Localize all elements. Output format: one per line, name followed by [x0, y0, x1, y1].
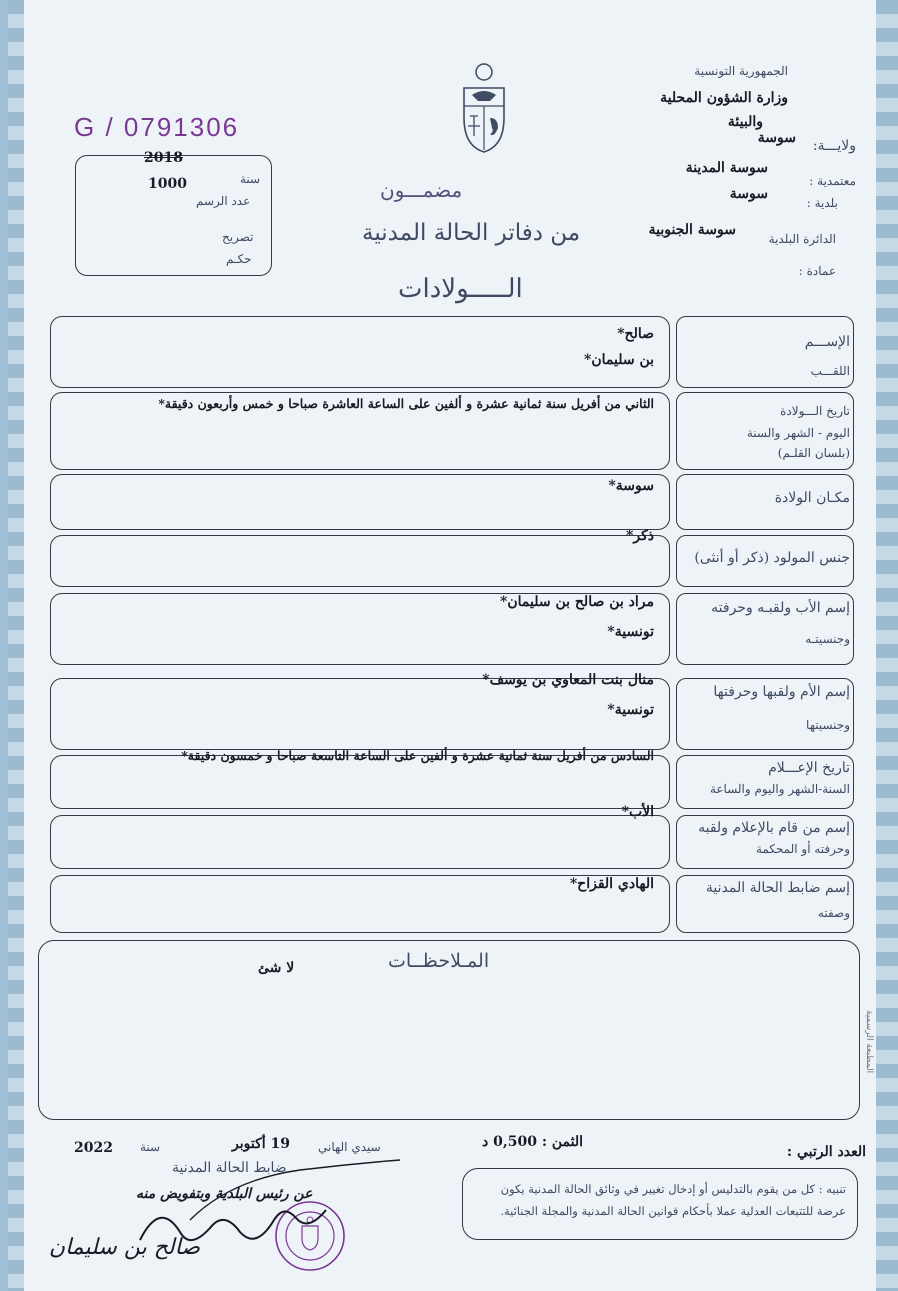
ministry-label-2: والبيئة	[727, 114, 763, 130]
printer-mark: المطبعة الرسمية	[864, 1010, 874, 1074]
ministry-label: وزارة الشؤون المحلية	[660, 90, 788, 106]
signature-text: صالح بن سليمان	[48, 1235, 200, 1260]
row-value-box	[50, 316, 670, 388]
imada-label: عمادة :	[798, 264, 836, 278]
row-value: الثاني من أفريل سنة ثمانية عشرة و ألفين على الساعة العاشرة صباحا و خمس وأربعون دقيقة*	[158, 396, 654, 411]
row-label: مكـان الولادة	[774, 490, 850, 506]
footer-place: سيدي الهاني	[318, 1140, 381, 1154]
baladia-label: بلدية :	[806, 196, 838, 210]
row-value: السادس من أفريل سنة ثمانية عشرة و ألفين على الساعة التاسعة صباحا و خمسون دقيقة*	[181, 748, 654, 763]
footer-delegate: عن رئيس البلدية وبتفويض منه	[136, 1186, 313, 1202]
row-value-box	[50, 678, 670, 750]
remarks-value: لا شئ	[258, 960, 295, 976]
row-value: الأب*	[621, 804, 654, 820]
footer-officer: ضابط الحالة المدنية	[172, 1160, 287, 1176]
row-label: وجنسيتها	[806, 718, 850, 732]
row-label: إسم الأم ولقبها وحرفتها	[713, 684, 850, 700]
daira-value: سوسة الجنوبية	[648, 222, 736, 238]
section-title: الـــــولادات	[398, 274, 523, 304]
footer-date: 19 أكتوبر	[232, 1136, 290, 1152]
footer-price: الثمن : 0,500 د	[482, 1134, 583, 1150]
reg-year-label: سنة	[240, 172, 261, 186]
row-value: بن سليمان*	[584, 352, 654, 368]
row-value: سوسة*	[608, 478, 654, 494]
row-value: ذكر*	[626, 528, 654, 544]
row-label: الإســـم	[804, 334, 850, 350]
footer-serial-label: العدد الرتبي :	[786, 1144, 866, 1160]
row-value-box	[50, 535, 670, 587]
footer-year-label: سنة	[140, 1140, 161, 1154]
row-label: وحرفته أو المحكمة	[755, 842, 850, 856]
serial-number: G / 0791306	[74, 112, 240, 142]
reg-number-label: عدد الرسم	[196, 194, 251, 208]
warning-text: تنبيه : كل من يقوم بالتدليس أو إدخال تغيير في وثائق الحالة المدنية يكون عرضة للتتبعات العدلية عملا بأحكام قوانين الحالة المدنية والمجلة الجنائية.	[500, 1182, 846, 1218]
reg-judgment-label: حكـم	[226, 252, 252, 266]
row-label: تاريخ الإعـــلام	[768, 760, 850, 776]
row-value-box	[50, 815, 670, 869]
row-label: اليوم - الشهر والسنة	[746, 426, 850, 440]
row-label: إسم ضابط الحالة المدنية	[705, 880, 850, 896]
row-value-box	[50, 755, 670, 809]
doc-title-1: مضمـــون	[380, 178, 463, 202]
footer-year-value: 2022	[74, 1140, 113, 1156]
wilaya-value: سوسة	[757, 130, 796, 146]
wilaya-label: ولايـــة:	[812, 138, 856, 154]
mutamadia-value: سوسة المدينة	[685, 160, 768, 176]
remarks-title: المـلاحظــات	[388, 950, 490, 972]
row-value: منال بنت المعاوي بن يوسف*	[482, 672, 654, 688]
row-value: صالح*	[617, 326, 654, 342]
tunisia-coat-of-arms-icon	[452, 62, 516, 156]
row-value: تونسية*	[607, 624, 654, 640]
mutamadia-label: معتمدية :	[809, 174, 856, 188]
row-label: السنة-الشهر واليوم والساعة	[709, 782, 850, 796]
row-label: (بلسان القلـم)	[777, 446, 850, 460]
row-label: إسم الأب ولقبـه وحرفته	[711, 600, 850, 616]
handwritten-signature-icon	[48, 1150, 410, 1270]
daira-label: الدائرة البلدية	[768, 232, 836, 246]
reg-number-value: 1000	[148, 176, 187, 192]
row-label: وجنسيتـه	[805, 632, 850, 646]
row-value: تونسية*	[607, 702, 654, 718]
row-value: مراد بن صالح بن سليمان*	[500, 594, 654, 610]
baladia-value: سوسة	[729, 186, 768, 202]
row-label: تاريخ الـــولادة	[780, 404, 850, 418]
reg-year-value: 2018	[144, 150, 183, 166]
republic-label: الجمهورية التونسية	[694, 64, 788, 78]
row-value-box	[50, 474, 670, 530]
reg-declaration-label: تصريح	[222, 230, 254, 244]
row-label: وصفته	[817, 906, 850, 920]
row-label: إسم من قام بالإعلام ولقبه	[698, 820, 850, 836]
doc-title-2: من دفاتر الحالة المدنية	[362, 220, 581, 246]
row-value: الهادي القزاح*	[569, 876, 654, 892]
row-label: جنس المولود (ذكر أو أنثى)	[694, 550, 850, 566]
row-label: اللقـــب	[810, 364, 850, 378]
